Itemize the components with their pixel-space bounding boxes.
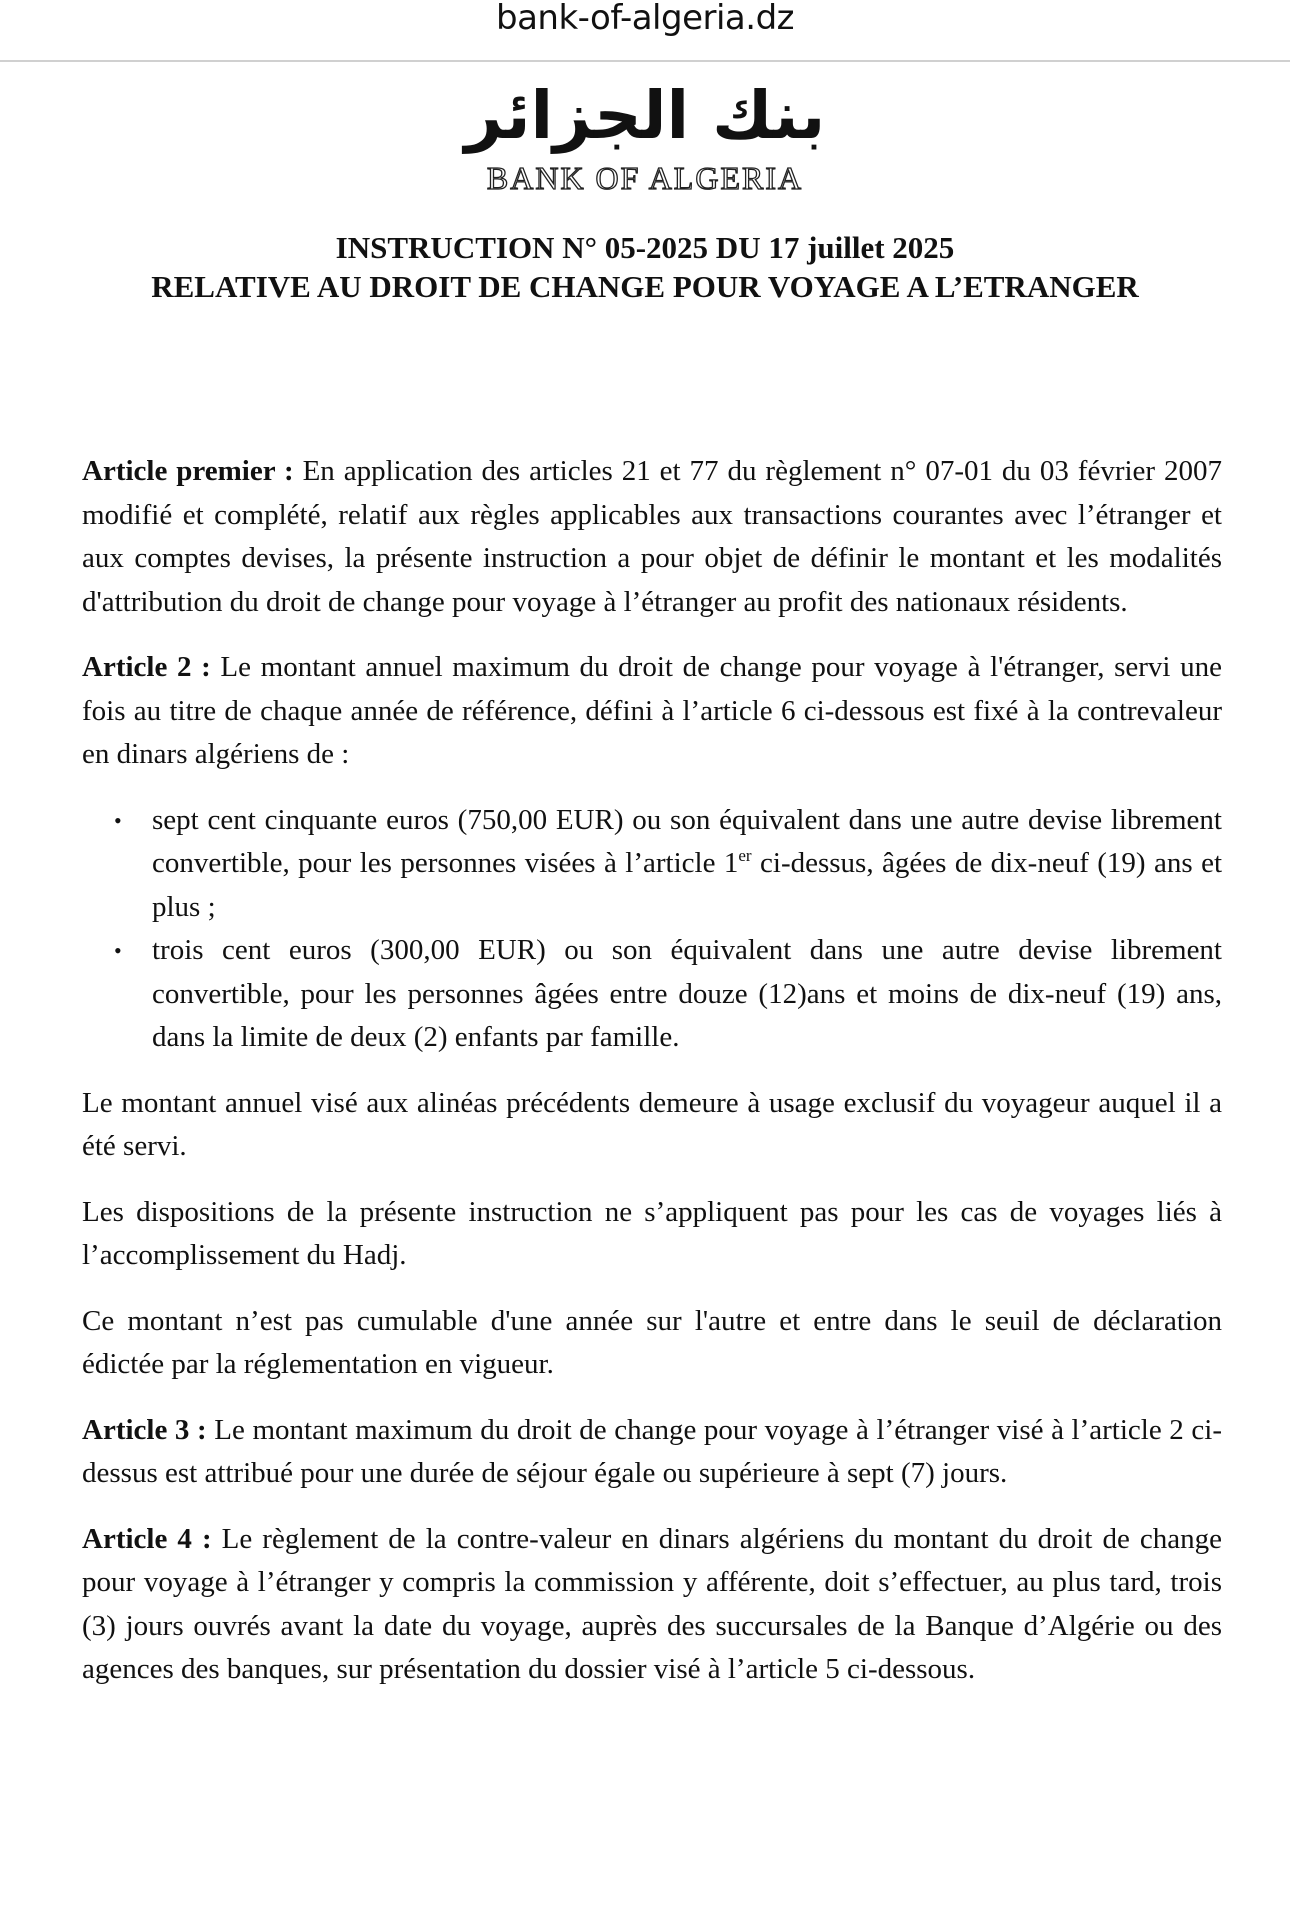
paragraph: Le montant annuel visé aux alinéas précédents demeure à usage exclusif du voyageur auquel il a été servi. — [82, 1086, 1222, 1162]
logo-arabic-text: بنك الجزائر — [464, 77, 826, 154]
logo-english-text: BANK OF ALGERIA — [486, 160, 804, 196]
article-text: En application des articles 21 et 77 du règlement n° 07-01 du 03 février 2007 modifié et complété, relatif aux règles applicables aux transactions courantes avec l’étranger et aux comptes devises, la présente instruction a pour objet de définir le montant et les modalités d'attribution du droit de change pour voyage à l’étranger au profit des nationaux résidents. — [82, 455, 1222, 618]
list-item-text: trois cent euros (300,00 EUR) ou son équivalent dans une autre devise librement convertible, pour les personnes âgées entre douze (12)ans et moins de dix-neuf (19) ans, dans la limite de deux (2) enfants par famille. — [152, 934, 1222, 1053]
title-line-2: RELATIVE AU DROIT DE CHANGE POUR VOYAGE A L’ETRANGER — [151, 269, 1139, 304]
list-item-text: ci-dessus, âgées de dix-neuf (19) ans et plus ; — [152, 847, 1223, 923]
bullet-icon: • — [114, 938, 122, 963]
article-premier — [82, 450, 1222, 624]
paragraph: Ce montant n’est pas cumulable d'une année sur l'autre et entre dans le seuil de déclaration édictée par la réglementation en vigueur. — [82, 1304, 1222, 1380]
article-text: Le montant annuel maximum du droit de change pour voyage à l'étranger, servi une fois au titre de chaque année de référence, défini à l’article 6 ci-dessous est fixé à la contrevaleur en dinars algériens de : — [82, 651, 1222, 770]
article-label: Article 4 : — [82, 1522, 212, 1555]
list-item-text: sept cent cinquante euros (750,00 EUR) ou son équivalent dans une autre devise librement convertible, pour les personnes visées à l’article 1 — [152, 803, 1222, 879]
url-text[interactable]: bank-of-algeria.dz — [495, 0, 794, 38]
article-2 — [82, 646, 1222, 777]
list-item — [114, 929, 1222, 1060]
document-title — [0, 228, 1290, 306]
bullet-icon: • — [114, 807, 122, 833]
article-text: Le règlement de la contre-valeur en dinars algériens du montant du droit de change pour voyage à l’étranger y compris la commission y afférente, doit s’effectuer, au plus tard, trois (3) jours ouvrés avant la date du voyage, auprès des succursales de la Banque d’Algérie ou des agences des banques, sur présentation du dossier visé à l’article 5 ci-dessous. — [82, 1522, 1222, 1685]
article-label: Article premier : — [82, 455, 294, 487]
article-label: Article 2 : — [82, 651, 211, 683]
title-line-1: INSTRUCTION N° 05-2025 DU 17 juillet 2025 — [335, 230, 955, 265]
superscript: er — [738, 846, 752, 865]
paragraph: Les dispositions de la présente instruction ne s’appliquent pas pour les cas de voyages liés à l’accomplissement du Hadj. — [82, 1195, 1222, 1271]
article-label: Article 3 : — [82, 1413, 207, 1446]
allowance-list — [82, 799, 1222, 1060]
article-text: Le montant maximum du droit de change pour voyage à l’étranger visé à l’article 2 ci-dessus est attribué pour une durée de séjour égale ou supérieure à sept (7) jours. — [82, 1413, 1222, 1489]
document-body — [82, 450, 1222, 1714]
browser-url-bar[interactable] — [0, 0, 1290, 62]
list-item — [114, 799, 1223, 930]
article-3 — [82, 1409, 1222, 1496]
bank-logo — [0, 74, 1290, 196]
article-4 — [82, 1518, 1222, 1692]
